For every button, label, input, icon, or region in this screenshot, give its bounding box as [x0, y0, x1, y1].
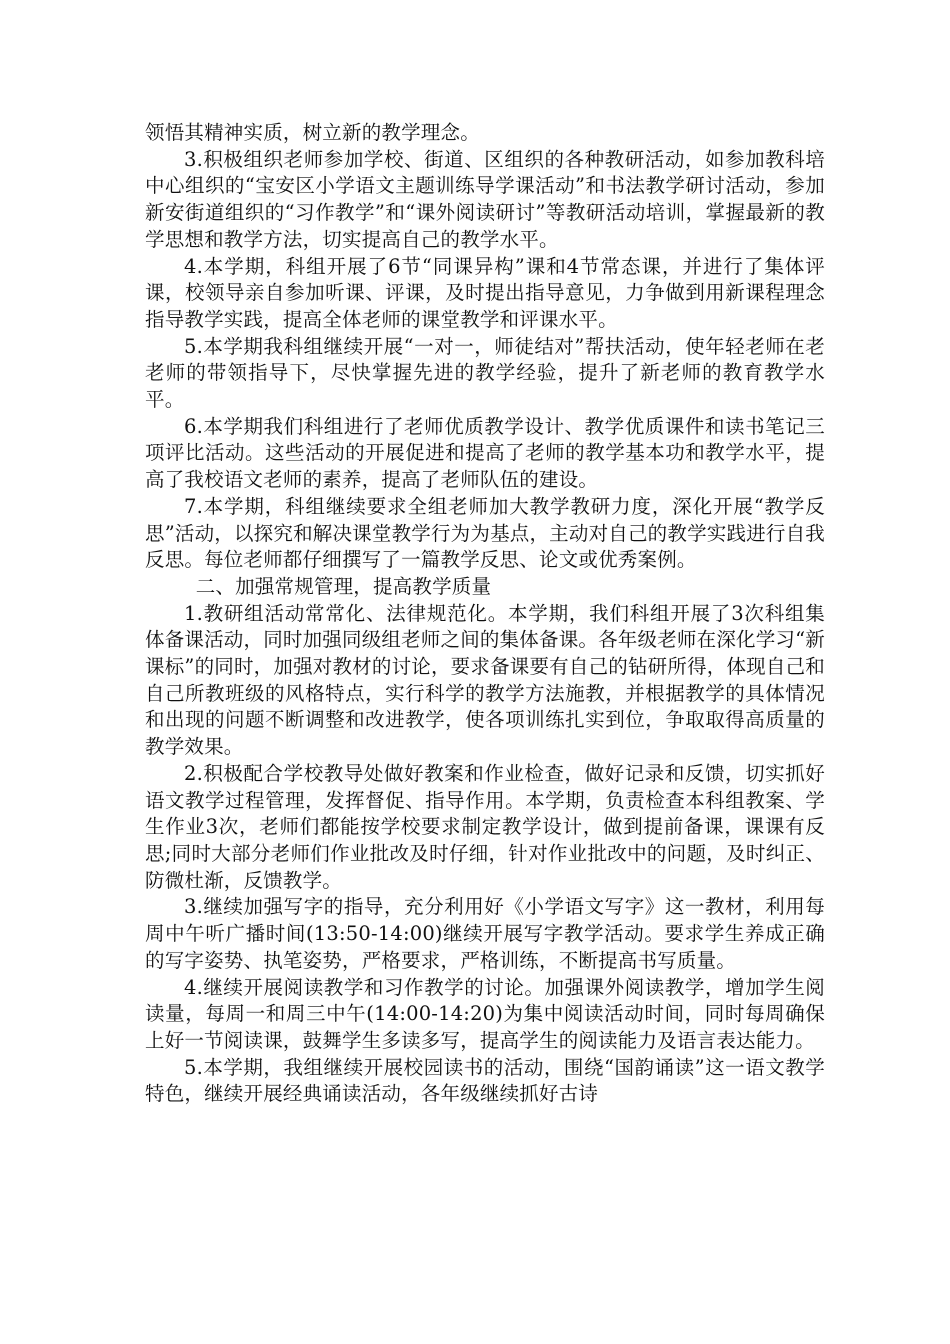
paragraph-routine-item-4: 4.继续开展阅读教学和习作教学的讨论。加强课外阅读教学，增加学生阅读量，每周一和周三中午(14:00-14:20)为集中阅读活动时间，同时每周确保上好一节阅读课，鼓舞学生多读多写，提高学生的阅读能力及语言表达能力。 [145, 975, 825, 1052]
paragraph-item-4-lessons: 4.本学期，科组开展了6节“同课异构”课和4节常态课，并进行了集体评课，校领导亲自参加听课、评课，及时提出指导意见，力争做到用新课程理念指导教学实践，提高全体老师的课堂教学和评课水平。 [145, 254, 825, 331]
paragraph-routine-item-5: 5.本学期，我组继续开展校园读书的活动，围绕“国韵诵读”这一语文教学特色，继续开展经典诵读活动，各年级继续抓好古诗 [145, 1055, 825, 1106]
paragraph-item-7-reflection: 7.本学期，科组继续要求全组老师加大教学教研力度，深化开展“教学反思”活动，以探究和解决课堂教学行为为基点，主动对自己的教学实践进行自我反思。每位老师都仔细撰写了一篇教学反思、论文或优秀案例。 [145, 494, 825, 572]
paragraph-item-6-competitions: 6.本学期我们科组进行了老师优质教学设计、教学优质课件和读书笔记三项评比活动。这些活动的开展促进和提高了老师的教学基本功和教学水平，提高了我校语文老师的素养，提高了老师队伍的建设。 [145, 414, 825, 492]
paragraph-routine-item-2: 2.积极配合学校教导处做好教案和作业检查，做好记录和反馈，切实抓好语文教学过程管理，发挥督促、指导作用。本学期，负责检查本科组教案、学生作业3次，老师们都能按学校要求制定教学设计，做到提前备课，课课有反思;同时大部分老师们作业批改及时仔细，针对作业批改中的问题，及时纠正、防微杜渐，反馈教学。 [145, 761, 825, 892]
section-heading-routine-management: 二、加强常规管理，提高教学质量 [195, 574, 492, 598]
document-page [145, 120, 825, 1108]
paragraph-continuation: 领悟其精神实质，树立新的教学理念。 [145, 121, 480, 144]
paragraph-routine-item-1: 1.教研组活动常常化、法律规范化。本学期，我们科组开展了3次科组集体备课活动，同时加强同级组老师之间的集体备课。各年级老师在深化学习“新课标”的同时，加强对教材的讨论，要求备课要有自己的钻研所得，体现自己和自己所教班级的风格特点，实行科学的教学方法施教，并根据教学的具体情况和出现的问题不断调整和改进教学，使各项训练扎实到位，争取取得高质量的教学效果。 [145, 601, 825, 759]
paragraph-item-5-mentoring: 5.本学期我科组继续开展“一对一，师徒结对”帮扶活动，使年轻老师在老老师的带领指导下，尽快掌握先进的教学经验，提升了新老师的教育教学水平。 [145, 334, 825, 412]
paragraph-routine-item-3: 3.继续加强写字的指导，充分利用好《小学语文写字》这一教材，利用每周中午听广播时间(13:50-14:00)继续开展写字教学活动。要求学生养成正确的写字姿势、执笔姿势，严格要求，严格训练，不断提高书写质量。 [145, 895, 825, 972]
paragraph-item-3-research-activities: 3.积极组织老师参加学校、街道、区组织的各种教研活动，如参加教科培中心组织的“宝安区小学语文主题训练导学课活动”和书法教学研讨活动，参加新安街道组织的“习作教学”和“课外阅读研讨”等教研活动培训，掌握最新的教学思想和教学方法，切实提高自己的教学水平。 [145, 147, 825, 251]
